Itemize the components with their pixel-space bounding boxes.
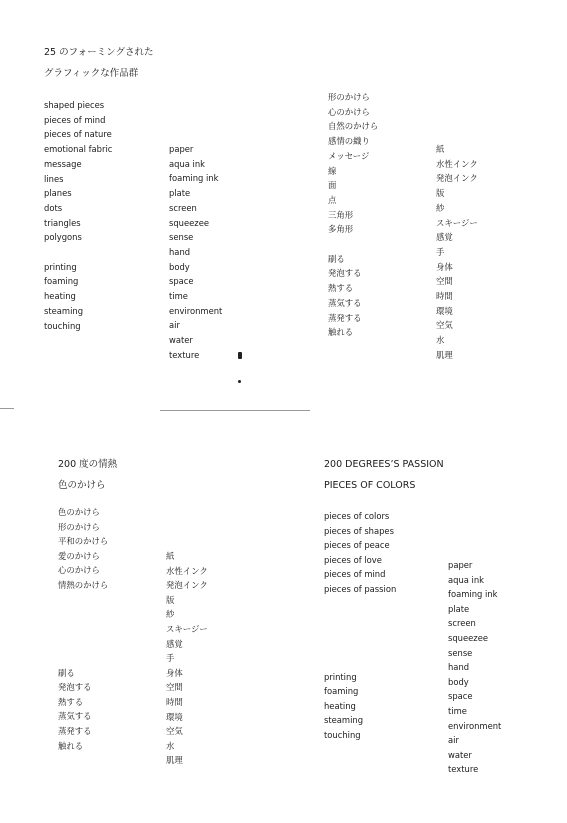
list-item: 空気 <box>436 320 453 331</box>
list-item: 肌理 <box>436 349 453 360</box>
list-item: sense <box>448 647 473 658</box>
list-item: shaped pieces <box>44 100 105 110</box>
list-item: 肌理 <box>166 755 183 766</box>
list-item: air <box>169 320 180 331</box>
list-item: 色のかけら <box>58 507 100 517</box>
list-item: 水性インク <box>166 565 208 576</box>
list-item: 身体 <box>166 667 183 678</box>
list-item: pieces of passion <box>324 583 397 594</box>
list-item: メッセージ <box>328 150 370 161</box>
list-item: water <box>169 335 193 346</box>
title-200-degrees-en <box>324 454 444 496</box>
list-item: スキージー <box>436 217 478 228</box>
list-item: message <box>44 158 82 169</box>
list-item: 線 <box>328 165 337 176</box>
list-item: 水 <box>166 740 175 751</box>
list-item: 発泡インク <box>436 173 478 184</box>
list-item: foaming ink <box>448 589 498 600</box>
ink-dot <box>238 380 241 383</box>
list-english-pieces <box>324 509 396 743</box>
list-item: 時間 <box>166 696 183 707</box>
list-item: paper <box>448 560 473 570</box>
list-item: hand <box>169 246 191 257</box>
list-item: pieces of love <box>324 554 382 565</box>
list-item: pieces of nature <box>44 129 112 140</box>
list-item: printing <box>44 261 77 272</box>
list-item: body <box>448 676 469 687</box>
title-line-1: 200 DEGREES’S PASSION <box>324 459 444 470</box>
divider-left <box>0 408 14 409</box>
list-english-materials-2 <box>448 558 501 777</box>
list-item: triangles <box>44 217 81 228</box>
list-item: space <box>448 691 473 702</box>
list-item: 平和のかけら <box>58 536 109 547</box>
list-item: aqua ink <box>448 574 485 585</box>
list-spacer <box>324 640 396 655</box>
list-item: 形のかけら <box>58 521 100 532</box>
list-item: space <box>169 276 194 287</box>
list-spacer <box>324 597 396 612</box>
list-japanese-materials <box>436 142 478 363</box>
list-item: squeezee <box>169 217 209 228</box>
list-item: plate <box>169 188 191 199</box>
list-item: pieces of mind <box>44 114 106 125</box>
list-item: 紙 <box>436 144 445 154</box>
list-item: environment <box>169 305 223 316</box>
list-item: time <box>169 291 188 302</box>
list-item: 刷る <box>328 253 345 264</box>
list-item: squeezee <box>448 632 488 643</box>
list-item: dots <box>44 202 63 213</box>
list-item: スキージー <box>166 623 208 634</box>
list-spacer <box>58 636 108 651</box>
title-200-degrees-jp <box>58 454 117 496</box>
list-item: pieces of colors <box>324 511 390 521</box>
list-item: 空間 <box>166 682 183 693</box>
list-item: 空気 <box>166 726 183 737</box>
list-item: screen <box>448 618 476 629</box>
list-item: 触れる <box>328 327 354 338</box>
title-line-2: 色のかけら <box>58 480 106 491</box>
list-item: screen <box>169 202 197 213</box>
list-item: environment <box>448 720 502 731</box>
list-item: 手 <box>436 246 445 257</box>
list-item: 環境 <box>166 711 183 722</box>
list-item: printing <box>324 671 357 682</box>
list-item: 蒸発する <box>58 725 92 736</box>
list-item: air <box>448 735 459 746</box>
list-item: 感覚 <box>166 638 183 649</box>
ink-mark <box>238 352 242 359</box>
list-item: polygons <box>44 232 82 243</box>
list-item: 手 <box>166 653 175 664</box>
title-line-1: 25 のフォーミングされた <box>44 47 154 58</box>
list-item: 蒸気する <box>328 297 362 308</box>
list-english-concepts <box>44 98 112 333</box>
list-spacer <box>58 607 108 622</box>
list-item: texture <box>448 764 479 775</box>
list-item: paper <box>169 144 194 154</box>
list-item: 多角形 <box>328 224 354 235</box>
list-item: water <box>448 749 472 760</box>
list-item: steaming <box>324 715 364 726</box>
title-forming-graphics <box>44 42 153 84</box>
list-item: 情熱のかけら <box>58 579 109 590</box>
divider-center <box>160 410 310 411</box>
list-item: time <box>448 705 467 716</box>
list-item: pieces of shapes <box>324 525 394 536</box>
list-item: 発泡インク <box>166 580 208 591</box>
list-japanese-materials-2 <box>166 549 208 768</box>
list-item: planes <box>44 188 72 199</box>
list-spacer <box>58 651 108 666</box>
list-item: touching <box>44 320 81 331</box>
list-item: 触れる <box>58 740 84 751</box>
list-item: 感覚 <box>436 232 453 243</box>
list-item: 心のかけら <box>328 106 370 117</box>
list-item: 発泡する <box>328 268 362 279</box>
list-spacer <box>58 593 108 608</box>
list-item: touching <box>324 729 361 740</box>
list-item: 心のかけら <box>58 565 100 576</box>
list-item: 蒸発する <box>328 312 362 323</box>
list-item: texture <box>169 349 200 360</box>
list-item: 水 <box>436 335 445 346</box>
list-japanese-concepts <box>328 90 378 340</box>
list-item: 空間 <box>436 276 453 287</box>
list-item: foaming <box>44 276 79 287</box>
list-item: 紙 <box>166 551 175 561</box>
list-item: 点 <box>328 194 337 205</box>
list-item: 愛のかけら <box>58 550 100 561</box>
list-english-materials <box>169 142 222 363</box>
list-item: 版 <box>436 188 445 199</box>
list-item: 環境 <box>436 305 453 316</box>
list-item: 紗 <box>166 609 175 620</box>
list-item: pieces of mind <box>324 569 386 580</box>
list-item: 蒸気する <box>58 711 92 722</box>
list-item: 刷る <box>58 667 75 678</box>
list-item: foaming <box>324 686 359 697</box>
title-line-1: 200 度の情熱 <box>58 459 118 470</box>
list-item: body <box>169 261 190 272</box>
list-item: steaming <box>44 305 84 316</box>
list-item: 熱する <box>58 696 84 707</box>
list-item: plate <box>448 603 470 614</box>
list-item: 自然のかけら <box>328 121 379 132</box>
list-spacer <box>58 622 108 637</box>
list-item: 版 <box>166 594 175 605</box>
list-item: foaming ink <box>169 173 219 184</box>
list-item: sense <box>169 232 194 243</box>
title-line-2: PIECES OF COLORS <box>324 480 416 491</box>
list-item: aqua ink <box>169 158 206 169</box>
list-item: 感情の織り <box>328 136 370 147</box>
list-item: heating <box>44 291 76 302</box>
list-japanese-pieces <box>58 505 108 753</box>
list-item: heating <box>324 700 356 711</box>
list-item: pieces of peace <box>324 540 390 551</box>
list-spacer <box>324 655 396 670</box>
list-item: 熱する <box>328 283 354 294</box>
list-item: lines <box>44 173 64 184</box>
list-item: 面 <box>328 180 337 191</box>
list-spacer <box>324 626 396 641</box>
list-item: 身体 <box>436 261 453 272</box>
list-item: hand <box>448 662 470 673</box>
title-line-2: グラフィックな作品群 <box>44 68 139 79</box>
list-spacer <box>328 237 378 252</box>
list-item: 時間 <box>436 291 453 302</box>
list-item: emotional fabric <box>44 144 113 155</box>
list-item: 形のかけら <box>328 92 370 102</box>
list-spacer <box>44 245 112 260</box>
list-item: 三角形 <box>328 209 354 220</box>
list-item: 水性インク <box>436 158 478 169</box>
list-item: 発泡する <box>58 682 92 693</box>
list-spacer <box>324 611 396 626</box>
list-item: 紗 <box>436 202 445 213</box>
